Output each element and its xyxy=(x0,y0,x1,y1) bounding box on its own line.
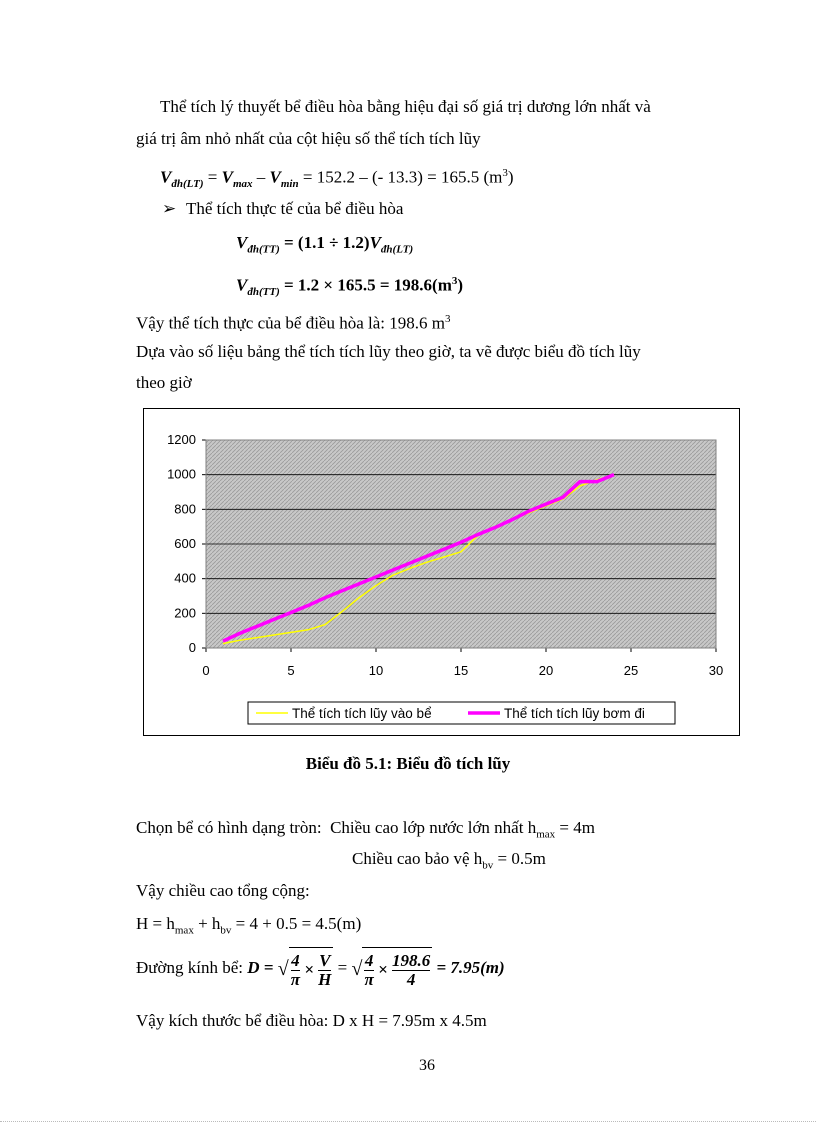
paragraph-freeboard: Chiều cao bảo vệ $h_{bv} = 0.5m$ xyxy=(352,849,546,872)
x-tick-label: 0 xyxy=(202,663,210,678)
x-tick-label: 25 xyxy=(623,663,639,678)
equation-v-lt: $V_{đh(LT)} = V_{max} - V_{min} = 152.2$ – (- 13.3) = 165.5 $(m^3)$ xyxy=(160,167,514,191)
y-tick-label: 600 xyxy=(174,536,196,551)
y-tick-label: 0 xyxy=(188,640,196,655)
bullet-arrow-icon: ➢ xyxy=(162,199,177,218)
x-tick-label: 30 xyxy=(708,663,724,678)
x-tick-label: 10 xyxy=(368,663,384,678)
page-number: 36 xyxy=(419,1057,435,1074)
chart-svg xyxy=(144,409,739,735)
x-tick-label: 5 xyxy=(287,663,295,678)
equation-diameter: Đường kính bể: D = √ $\frac{4}{\pi}$ × $\frac{V}{H}$ = √ $\frac{4}{\pi}$ × $\frac{198.6}{4}$ = 7.95(m) xyxy=(136,946,505,992)
y-tick-label: 800 xyxy=(174,501,196,517)
paragraph-chart-intro-line1: Dựa vào số liệu bảng thể tích tích lũy theo giờ, ta vẽ được biểu đồ tích lũy xyxy=(136,342,641,361)
paragraph-theory-line1: Thể tích lý thuyết bể điều hòa bằng hiệu đại số giá trị dương lớn nhất và xyxy=(160,97,651,116)
legend-label-1: Thể tích tích lũy vào bể xyxy=(292,706,432,721)
figure-caption: Biểu đồ 5.1: Biểu đồ tích lũy xyxy=(305,754,511,773)
equation-v-tt-range: $V_{đh(TT)} = (1.1 \div 1.2)V_{đh(LT)}$ xyxy=(236,233,414,256)
paragraph-chart-intro-line2: theo giờ xyxy=(136,373,192,392)
equation-v-tt-value: $V_{đh(TT)} = 1.2 \times 165.5 = 198.6(m^3)$ xyxy=(236,275,464,299)
cumulative-volume-chart xyxy=(143,408,740,736)
paragraph-tank-shape: Chọn bể có hình dạng tròn: Chiều cao lớp nước lớn nhất $h_{max} = 4m$ xyxy=(136,818,595,841)
y-tick-label: 400 xyxy=(174,570,196,586)
legend-label-2: Thể tích tích lũy bơm đi xyxy=(504,706,645,721)
page-bottom-divider xyxy=(0,1121,816,1122)
y-tick-label: 200 xyxy=(174,605,196,621)
paragraph-actual-volume: Vậy thể tích thực của bể điều hòa là: 198.6 $m^3$ xyxy=(136,313,451,333)
x-tick-label: 15 xyxy=(453,663,469,678)
paragraph-total-height: Vậy chiều cao tổng cộng: xyxy=(136,881,310,900)
x-tick-label: 20 xyxy=(538,663,554,678)
bullet-actual-volume: Thể tích thực tế của bể điều hòa xyxy=(186,199,404,218)
paragraph-theory-line2: giá trị âm nhỏ nhất của cột hiệu số thể tích tích lũy xyxy=(136,129,481,148)
y-tick-label: 1200 xyxy=(167,432,196,447)
paragraph-tank-size: Vậy kích thước bể điều hòa: D x H = 7.95m x 4.5m xyxy=(136,1011,487,1030)
y-tick-label: 1000 xyxy=(167,466,196,482)
equation-total-height: $H = h_{max} + h_{bv} = 4 + 0.5 = 4.5(m)$ xyxy=(136,914,362,937)
